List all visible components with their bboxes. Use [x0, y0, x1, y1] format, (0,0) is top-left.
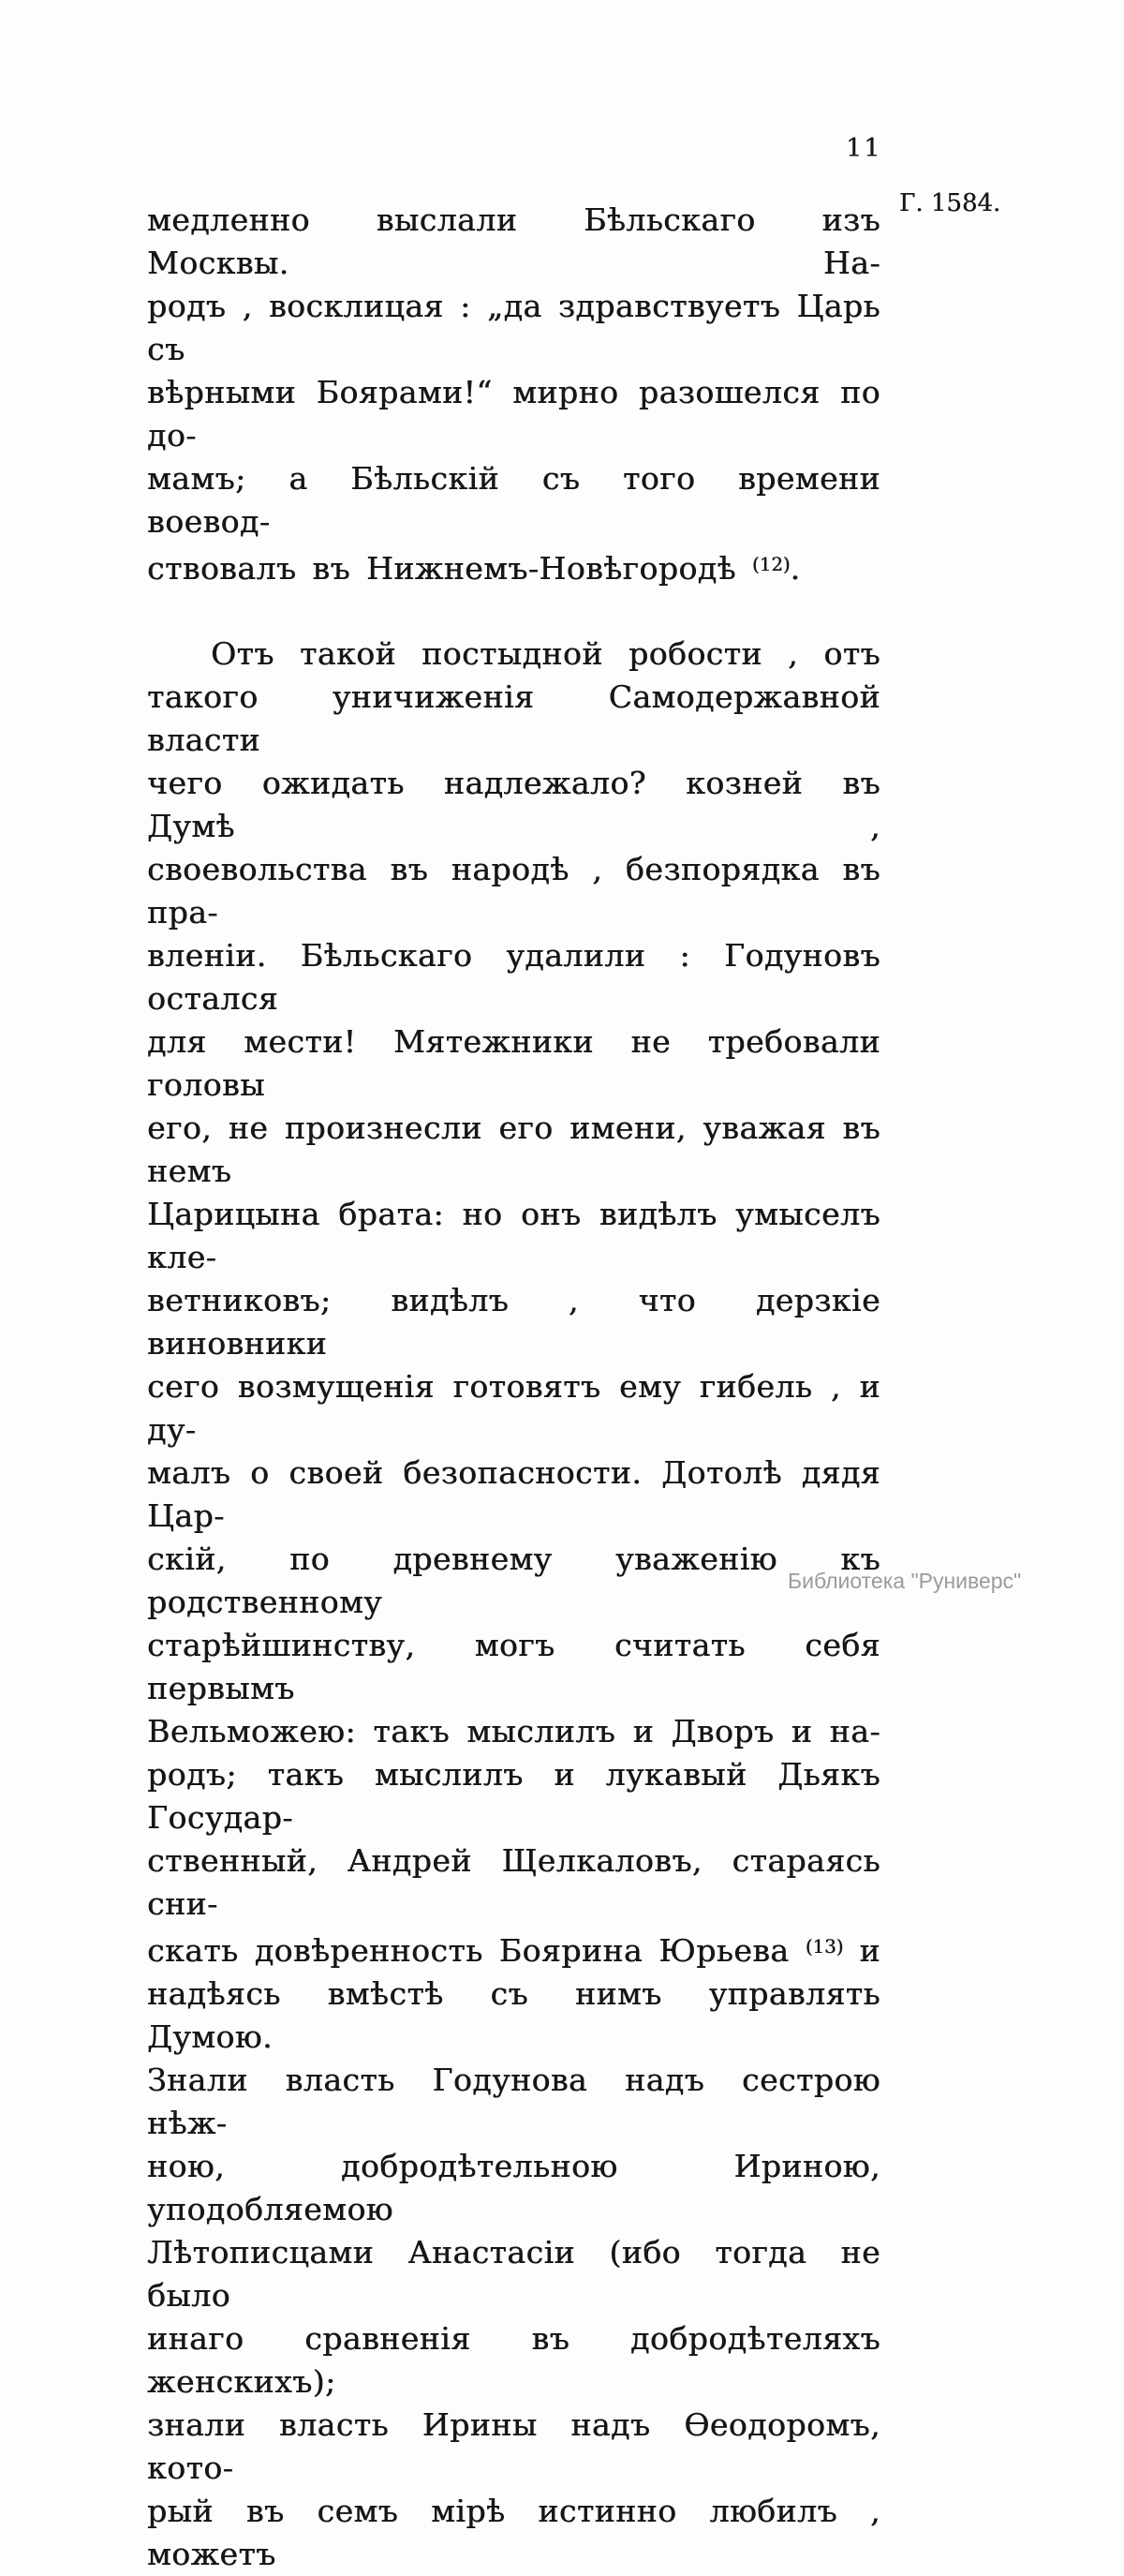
paragraph-1 — [147, 199, 880, 590]
text-line: мамъ; а Бѣльскій съ того времени воевод- — [147, 460, 880, 540]
text-line: надѣясь вмѣстѣ съ нимъ управлять Думою. — [147, 1975, 880, 2055]
margin-year-note: Г. 1584. — [899, 189, 1001, 217]
text-line: Знали власть Годунова надъ сестрою нѣж- — [147, 2062, 880, 2141]
text-line: сего возмущенія готовятъ ему гибель , и ду- — [147, 1368, 880, 1448]
text-line: Царицына брата: но онъ видѣлъ умыселъ кле- — [147, 1196, 880, 1275]
text-line: Лѣтописцами Анастасіи (ибо тогда не было — [147, 2234, 880, 2314]
text-line: чего ожидать надлежало? козней въ Думѣ , — [147, 765, 880, 844]
text-line: медленно выслали Бѣльскаго изъ Москвы. На- — [147, 201, 880, 281]
library-watermark: Библиотека "Руниверс" — [788, 1569, 1022, 1593]
text-line: инаго сравненія въ добродѣтеляхъ женскихъ); — [147, 2320, 880, 2400]
text-line: вѣрными Боярами!“ мирно разошелся по до- — [147, 374, 880, 454]
text-line: скать довѣренность Боярина Юрьева $^{(13)}$ и — [147, 1932, 880, 1969]
text-line: своевольства въ народѣ , безпорядка въ пра- — [147, 851, 880, 931]
text-line: малъ о своей безопасности. Дотолѣ дядя Цар- — [147, 1454, 880, 1534]
text-line: старѣйшинству, могъ считать себя первымъ — [147, 1627, 880, 1706]
text-line: скій, по древнему уваженію къ родственному — [147, 1541, 880, 1620]
text-line: ственный, Андрей Щелкаловъ, стараясь сни- — [147, 1842, 880, 1922]
text-line: ною, добродѣтельною Ириною, уподобляемою — [147, 2148, 880, 2227]
text-line: родъ , восклицая : „да здравствуетъ Царь съ — [147, 288, 880, 367]
text-line: родъ; такъ мыслилъ и лукавый Дьякъ Государ- — [147, 1756, 880, 1836]
text-line: такого уничиженія Самодержавной власти — [147, 678, 880, 758]
text-line: ствовалъ въ Нижнемъ-Новѣгородѣ $^{(12)}$. — [147, 550, 801, 587]
text-line: рый въ семъ мірѣ истинно любилъ , можетъ — [147, 2493, 880, 2572]
text-line: вленіи. Бѣльскаго удалили : Годуновъ остался — [147, 937, 880, 1017]
text-line: его, не произнесли его имени, уважая въ немъ — [147, 1109, 880, 1189]
text-block — [147, 199, 880, 2576]
text-line: ветниковъ; видѣлъ , что дерзкіе виновники — [147, 1282, 880, 1362]
paragraph-2 — [147, 633, 880, 2576]
text-line: Отъ такой постыдной робости , отъ — [211, 635, 880, 672]
text-line: для мести! Мятежники не требовали головы — [147, 1023, 880, 1103]
text-line: знали власть Ирины надъ Ѳеодоромъ, кото- — [147, 2406, 880, 2486]
page-number: 11 — [846, 134, 882, 163]
text-line: Вельможею: такъ мыслилъ и Дворъ и на- — [147, 1713, 880, 1750]
